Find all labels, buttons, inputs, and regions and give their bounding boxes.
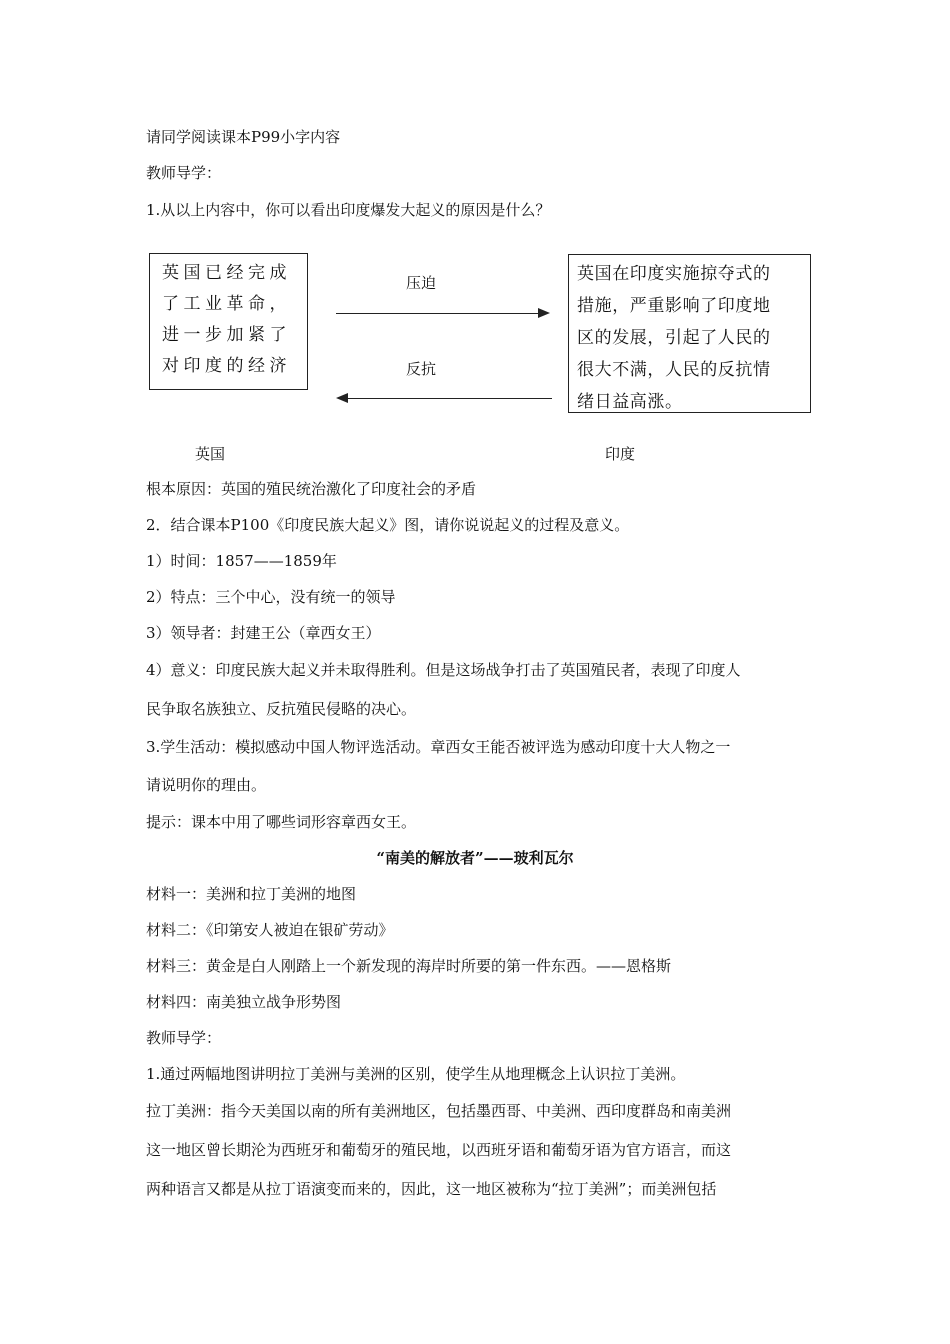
question-1: 1.从以上内容中，你可以看出印度爆发大起义的原因是什么？ — [146, 201, 551, 219]
material-1: 材料一：美洲和拉丁美洲的地图 — [146, 885, 357, 903]
britain-box-line: 英国已经完成 — [162, 263, 291, 283]
latin-america-definition-cont: 这一地区曾长期沦为西班牙和葡萄牙的殖民地，以西班牙语和葡萄牙语为官方语言，而这 — [146, 1141, 732, 1159]
material-4: 材料四：南美独立战争形势图 — [146, 993, 342, 1011]
resistance-arrow — [346, 398, 552, 399]
britain-box-line: 了工业革命， — [162, 294, 291, 314]
oppression-arrow — [336, 313, 542, 314]
uprising-meaning: 4）意义：印度民族大起义并未取得胜利。但是这场战争打击了英国殖民者，表现了印度人 — [146, 661, 741, 679]
section2-question-1: 1.通过两幅地图讲明拉丁美洲与美洲的区别，使学生从地理概念上认识拉丁美洲。 — [146, 1065, 686, 1083]
india-box-line: 很大不满，人民的反抗情 — [577, 360, 771, 380]
reading-instruction: 请同学阅读课本P99小字内容 — [146, 128, 341, 146]
britain-box-line: 对印度的经济 — [162, 356, 291, 376]
britain-box-line: 进一步加紧了 — [162, 325, 291, 345]
india-box-line: 区的发展，引起了人民的 — [577, 328, 771, 348]
teacher-guide-heading: 教师导学： — [146, 164, 222, 182]
question-3: 3.学生活动：模拟感动中国人物评选活动。章西女王能否被评选为感动印度十大人物之一 — [146, 738, 731, 756]
resistance-label: 反抗 — [406, 360, 437, 378]
latin-america-definition: 拉丁美洲：指今天美国以南的所有美洲地区，包括墨西哥、中美洲、西印度群岛和南美洲 — [146, 1102, 732, 1120]
britain-box — [149, 253, 308, 390]
india-box-line: 英国在印度实施掠夺式的 — [577, 264, 771, 284]
material-3: 材料三：黄金是白人刚踏上一个新发现的海岸时所要的第一件东西。——恩格斯 — [146, 957, 672, 975]
uprising-time: 1）时间：1857——1859年 — [146, 552, 337, 570]
uprising-feature: 2）特点：三个中心，没有统一的领导 — [146, 588, 396, 606]
uprising-leader: 3）领导者：封建王公（章西女王） — [146, 624, 381, 642]
root-cause: 根本原因：英国的殖民统治激化了印度社会的矛盾 — [146, 480, 477, 498]
material-2: 材料二：《印第安人被迫在银矿劳动》 — [146, 921, 394, 939]
question-3-cont: 请说明你的理由。 — [146, 776, 267, 794]
arrow-left-icon — [336, 393, 348, 403]
arrow-right-icon — [538, 308, 550, 318]
question-2: 2．结合课本P100《印度民族大起义》图，请你说说起义的过程及意义。 — [146, 516, 630, 534]
india-box-line: 措施，严重影响了印度地 — [577, 296, 771, 316]
latin-america-definition-cont-2: 两种语言又都是从拉丁语演变而来的，因此，这一地区被称为“拉丁美洲”；而美洲包括 — [146, 1180, 717, 1198]
india-box — [568, 254, 811, 413]
india-box-line: 绪日益高涨。 — [577, 392, 683, 412]
hint: 提示：课本中用了哪些词形容章西女王。 — [146, 813, 417, 831]
uprising-meaning-cont: 民争取名族独立、反抗殖民侵略的决心。 — [146, 700, 417, 718]
britain-caption: 英国 — [195, 445, 226, 463]
oppression-label: 压迫 — [406, 274, 437, 292]
teacher-guide-heading-2: 教师导学： — [146, 1029, 222, 1047]
india-caption: 印度 — [605, 445, 636, 463]
section-title: “南美的解放者”——玻利瓦尔 — [376, 849, 574, 867]
